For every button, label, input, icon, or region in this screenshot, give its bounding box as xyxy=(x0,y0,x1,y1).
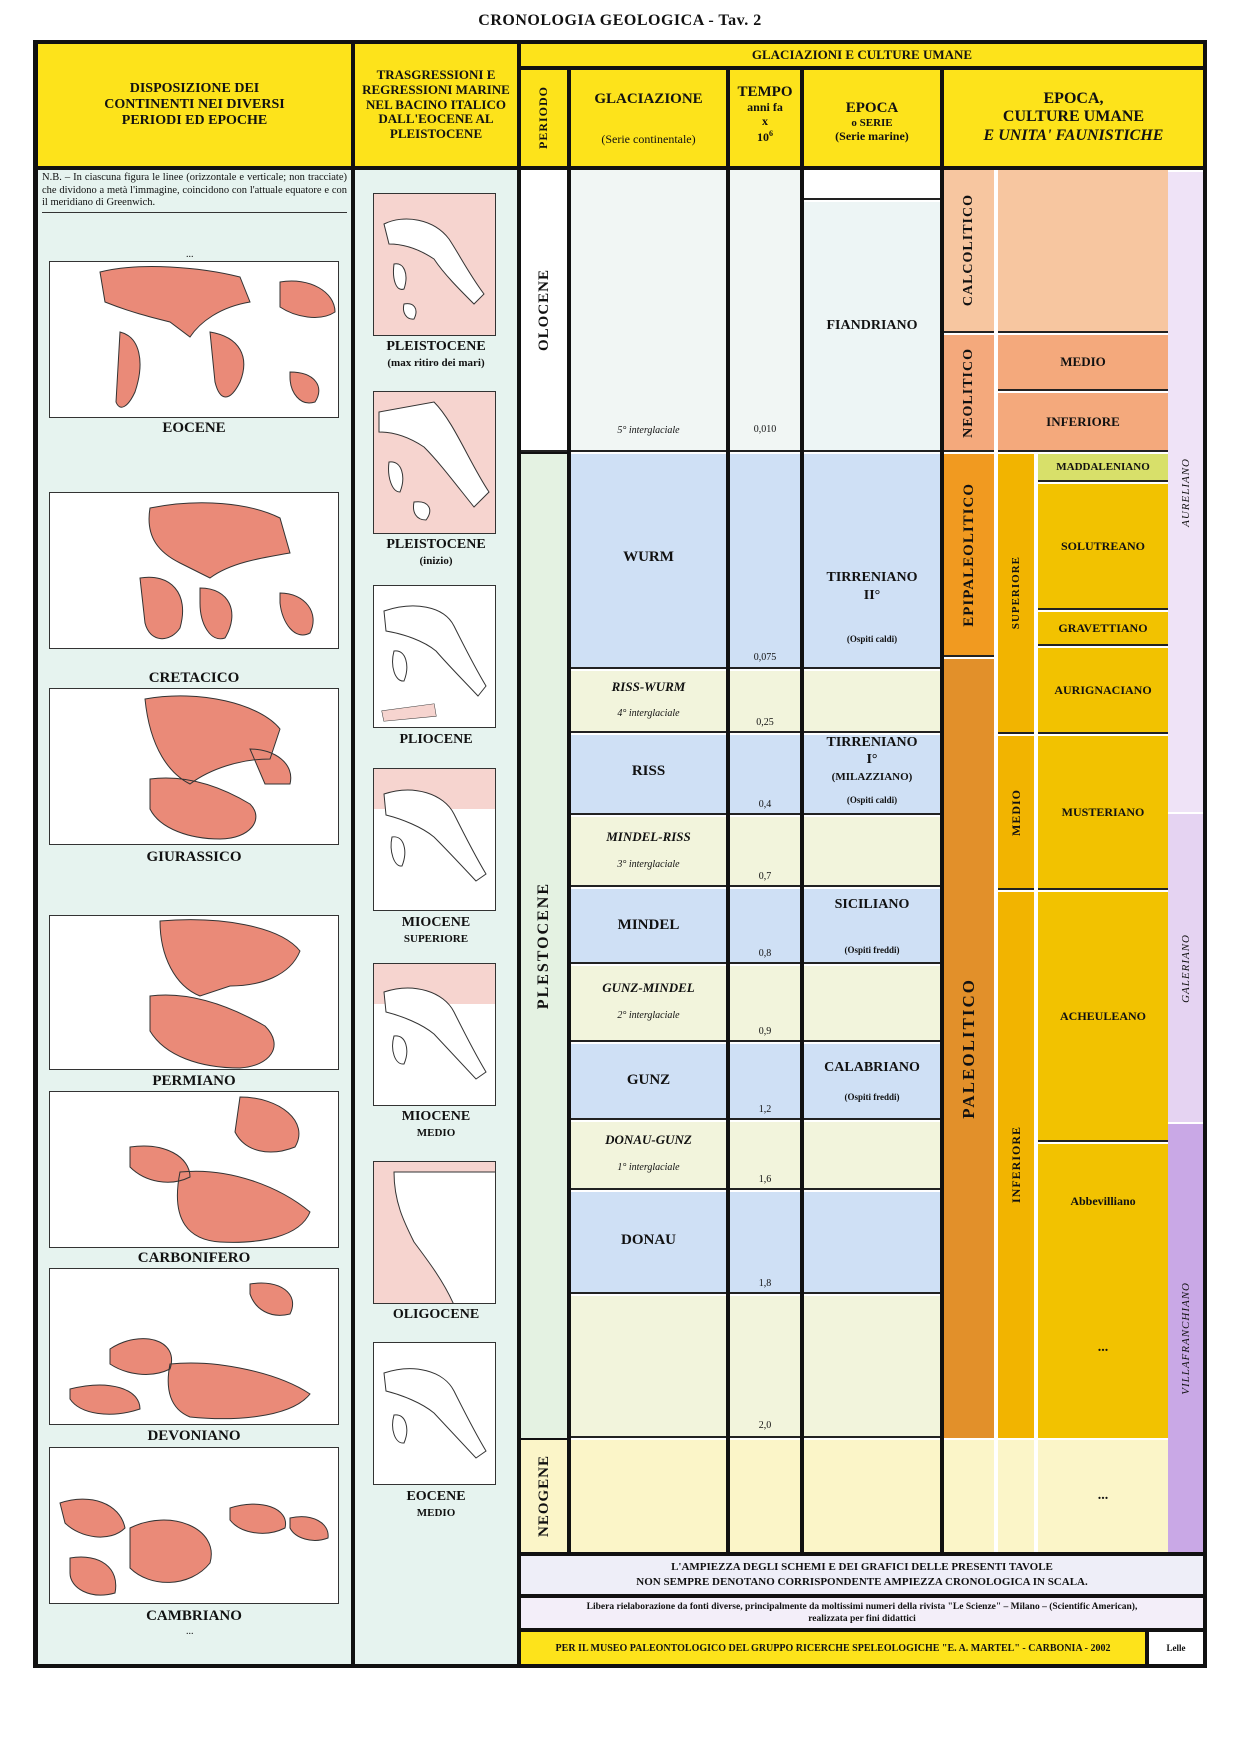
italy-map-5 xyxy=(373,963,496,1106)
scale-note: L'AMPIEZZA DEGLI SCHEMI E DEI GRAFICI DELLE PRESENTI TAVOLE NON SEMPRE DENOTANO CORRISPONDENTE AMPIEZZA CRONOLOGICA IN SCALA. xyxy=(521,1556,1203,1594)
epoch-row xyxy=(804,1122,940,1190)
time-row: 0,25 xyxy=(730,671,800,733)
glac-row: 5° interglaciale xyxy=(571,170,726,452)
aurignaciano: AURIGNACIANO xyxy=(1038,648,1168,734)
map-cretacico xyxy=(49,492,339,649)
italy-map-icon xyxy=(374,194,496,336)
calcolitico-fill xyxy=(998,170,1168,333)
world-map-icon xyxy=(50,1269,339,1425)
neolitico-medio: MEDIO xyxy=(998,335,1168,391)
italy-label: MIOCENE xyxy=(401,1109,471,1124)
italy-map-icon xyxy=(374,1343,496,1485)
map-permiano xyxy=(49,915,339,1070)
dots-above: ... xyxy=(186,249,194,260)
glac-row: RISS xyxy=(571,735,726,815)
time-row: 2,0 xyxy=(730,1296,800,1438)
glac-row: WURM xyxy=(571,454,726,669)
glac-row-neogene xyxy=(571,1440,726,1552)
time-row: 0,9 xyxy=(730,966,800,1042)
tempo-header: TEMPO anni fa x $10^6$ xyxy=(730,70,800,166)
culture-dots-1: ... xyxy=(1038,1258,1168,1438)
map-carbonifero xyxy=(49,1091,339,1248)
signature: Lelle xyxy=(1149,1632,1203,1664)
map-eocene xyxy=(49,261,339,418)
epoch-row xyxy=(804,170,940,200)
glac-row: GUNZ-MINDEL 2° interglaciale xyxy=(571,966,726,1042)
culture-neogene-1 xyxy=(944,1440,994,1552)
faunal-galeriano: GALERIANO xyxy=(1168,814,1203,1122)
world-map-icon xyxy=(50,916,339,1070)
map-label: EOCENE xyxy=(162,419,226,436)
glac-row: GUNZ xyxy=(571,1044,726,1120)
glac-row: RISS-WURM 4° interglaciale xyxy=(571,671,726,733)
epoch-siciliano: SICILIANO (Ospiti freddi) xyxy=(804,889,940,964)
italy-map-icon xyxy=(374,392,496,534)
glac-row xyxy=(571,1296,726,1438)
map-label: CRETACICO xyxy=(148,669,240,686)
epoch-calabriano: CALABRIANO (Ospiti freddi) xyxy=(804,1044,940,1120)
map-label: CARBONIFERO xyxy=(137,1249,251,1266)
period-neogene: NEOGENE xyxy=(521,1440,567,1552)
epoch-row xyxy=(804,1296,940,1438)
time-row: 1,2 xyxy=(730,1044,800,1120)
epoch-row xyxy=(804,966,940,1042)
italy-sublabel: (inizio) xyxy=(419,555,453,567)
dots-below: ... xyxy=(186,1626,194,1637)
acheuleano: ACHEULEANO xyxy=(1038,892,1168,1142)
world-map-icon xyxy=(50,1448,339,1604)
culture-neogene-2 xyxy=(998,1440,1034,1552)
paleo-superiore: SUPERIORE xyxy=(998,454,1034,734)
time-row: 0,075 xyxy=(730,454,800,669)
italy-sublabel xyxy=(355,1324,517,1336)
italy-map-3 xyxy=(373,585,496,728)
epipaleolitico: EPIPALEOLITICO xyxy=(944,454,994,657)
italy-map-6 xyxy=(373,1161,496,1304)
period-olocene: OLOCENE xyxy=(521,170,567,452)
time-row: 1,8 xyxy=(730,1192,800,1294)
glac-row: DONAU xyxy=(571,1192,726,1294)
abbevilliano: Abbevilliano xyxy=(1038,1144,1168,1258)
paleo-medio: MEDIO xyxy=(998,736,1034,890)
paleolitico: PALEOLITICO xyxy=(944,659,994,1438)
italy-label: PLEISTOCENE xyxy=(386,339,486,354)
italy-map-7 xyxy=(373,1342,496,1485)
glac-row: DONAU-GUNZ 1° interglaciale xyxy=(571,1122,726,1190)
credit-bar: PER IL MUSEO PALEONTOLOGICO DEL GRUPPO RICERCHE SPELEOLOGICHE "E. A. MARTEL" - CARBONIA - 2002 xyxy=(521,1632,1145,1664)
italy-label: PLEISTOCENE xyxy=(386,537,486,552)
sources-note: Libera rielaborazione da fonti diverse, principalmente da moltissimi numeri della rivista "Le Scienze" – Milano – (Scientific American), realizzata per fini didattici xyxy=(521,1598,1203,1628)
italy-map-icon xyxy=(374,769,496,911)
epoch-row xyxy=(804,817,940,887)
time-row: 0,010 xyxy=(730,170,800,452)
time-row: 0,8 xyxy=(730,889,800,964)
period-plestocene: PLESTOCENE xyxy=(521,454,567,1438)
italy-map-icon xyxy=(374,964,496,1106)
time-row-neogene xyxy=(730,1440,800,1552)
musteriano: MUSTERIANO xyxy=(1038,736,1168,890)
neolitico: NEOLITICO xyxy=(944,335,994,452)
neolitico-inferiore: INFERIORE xyxy=(998,393,1168,452)
culture-dots-2: ... xyxy=(1038,1440,1168,1552)
maddaleniano: MADDALENIANO xyxy=(1038,454,1168,482)
world-map-icon xyxy=(50,1092,339,1248)
italy-label: PLIOCENE xyxy=(399,732,473,747)
time-row: 1,6 xyxy=(730,1122,800,1190)
map-devoniano xyxy=(49,1268,339,1425)
calcolitico: CALCOLITICO xyxy=(944,170,994,333)
gravettiano: GRAVETTIANO xyxy=(1038,612,1168,646)
map-label: CAMBRIANO xyxy=(146,1607,242,1624)
italy-map-2 xyxy=(373,391,496,534)
time-row: 0,4 xyxy=(730,735,800,815)
map-label: PERMIANO xyxy=(152,1072,236,1089)
italy-map-1 xyxy=(373,193,496,336)
world-map-icon xyxy=(50,262,339,418)
italy-sublabel xyxy=(355,749,517,761)
epoch-tirreniano-1: TIRRENIANO I° (MILAZZIANO) (Ospiti caldi) xyxy=(804,735,940,815)
map-label: DEVONIANO xyxy=(147,1427,241,1444)
epoch-row xyxy=(804,1192,940,1294)
continents-header: DISPOSIZIONE DEI CONTINENTI NEI DIVERSI PERIODI ED EPOCHE xyxy=(38,44,351,166)
solutreano: SOLUTREANO xyxy=(1038,484,1168,610)
map-giurassico xyxy=(49,688,339,845)
glac-row: MINDEL-RISS 3° interglaciale xyxy=(571,817,726,887)
epoch-tirreniano-2: TIRRENIANO II° (Ospiti caldi) xyxy=(804,454,940,669)
glac-row: MINDEL xyxy=(571,889,726,964)
page-title: CRONOLOGIA GEOLOGICA - Tav. 2 xyxy=(478,12,762,29)
italy-label: MIOCENE xyxy=(401,915,471,930)
map-note: N.B. – In ciascuna figura le linee (orizzontale e verticale; non tracciate) che dividono a metà l'immagine, coincidono con l'attuale equatore e con il meridiano di Greenwich. xyxy=(42,172,347,213)
glaciazioni-header: GLACIAZIONI E CULTURE UMANE xyxy=(521,44,1203,66)
faunal-villafranchiano: VILLAFRANCHIANO xyxy=(1168,1124,1203,1552)
paleo-inferiore: INFERIORE xyxy=(998,892,1034,1438)
italy-sublabel: MEDIO xyxy=(416,1507,456,1519)
italy-map-4 xyxy=(373,768,496,911)
periodo-header: PERIODO xyxy=(521,70,567,166)
world-map-icon xyxy=(50,493,339,649)
epoch-row xyxy=(804,671,940,733)
epoca-culture-header: EPOCA, CULTURE UMANE E UNITA' FAUNISTICHE xyxy=(944,70,1203,166)
italy-map-icon xyxy=(374,1162,496,1304)
trasgressioni-header: TRASGRESSIONI E REGRESSIONI MARINE NEL BACINO ITALICO DALL'EOCENE AL PLEISTOCENE xyxy=(355,44,517,166)
time-row: 0,7 xyxy=(730,817,800,887)
map-label: GIURASSICO xyxy=(146,848,242,865)
italy-label: OLIGOCENE xyxy=(392,1307,480,1322)
italy-sublabel: MEDIO xyxy=(416,1127,456,1139)
world-map-icon xyxy=(50,689,339,845)
epoch-row-neogene xyxy=(804,1440,940,1552)
epoca-header: EPOCA o SERIE (Serie marine) xyxy=(804,70,940,166)
faunal-aureliano: AURELIANO xyxy=(1168,172,1203,812)
map-cambriano xyxy=(49,1447,339,1604)
glaciazione-header: GLACIAZIONE (Serie continentale) xyxy=(571,70,726,166)
italy-sublabel: (max ritiro dei mari) xyxy=(387,357,485,369)
epoch-fiandriano: FIANDRIANO xyxy=(804,202,940,452)
italy-map-icon xyxy=(374,586,496,728)
italy-sublabel: SUPERIORE xyxy=(403,933,469,945)
italy-label: EOCENE xyxy=(406,1489,466,1504)
